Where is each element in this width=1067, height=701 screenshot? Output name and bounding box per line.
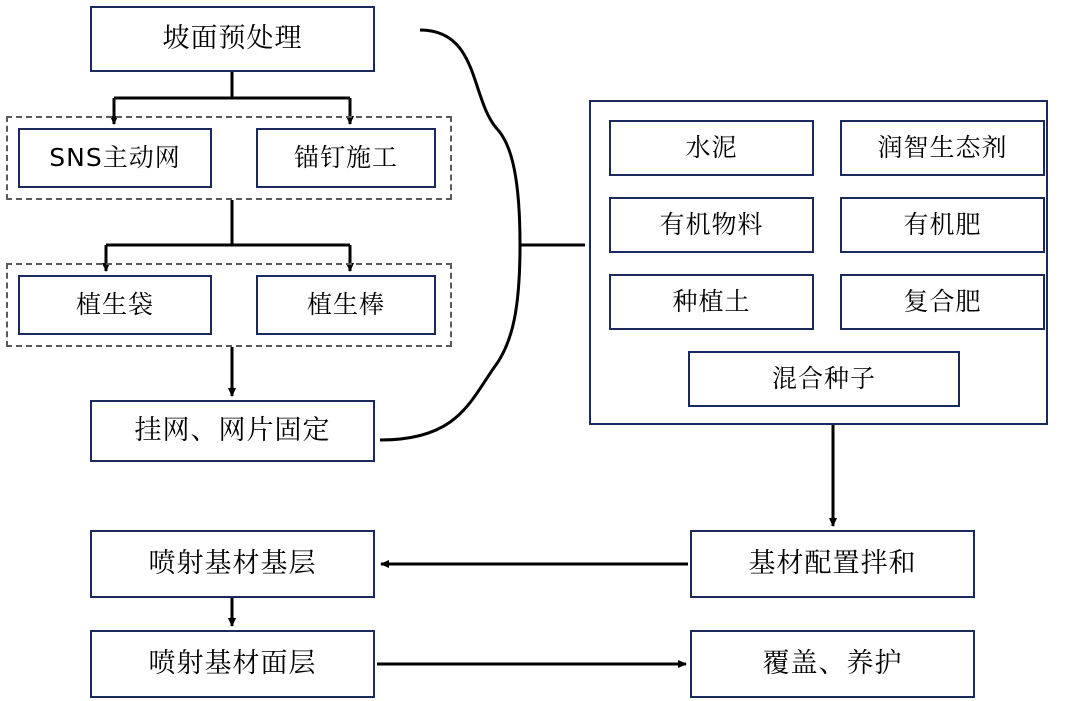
node-anchor-construction[interactable]: 锚钉施工 xyxy=(256,128,436,188)
material-mixed-seeds[interactable]: 混合种子 xyxy=(688,351,960,407)
node-spray-face-layer[interactable]: 喷射基材面层 xyxy=(90,630,375,698)
node-vegetation-stick[interactable]: 植生棒 xyxy=(256,275,436,335)
node-sns-active-net[interactable]: SNS主动网 xyxy=(18,128,212,188)
node-hang-net[interactable]: 挂网、网片固定 xyxy=(90,400,375,462)
node-cover-maintenance[interactable]: 覆盖、养护 xyxy=(690,630,975,698)
connector-anchor-split xyxy=(106,200,350,271)
node-pretreatment[interactable]: 坡面预处理 xyxy=(90,6,375,72)
material-planting-soil[interactable]: 种植土 xyxy=(609,274,814,330)
node-vegetation-bag[interactable]: 植生袋 xyxy=(18,275,212,335)
material-compound-fertilizer[interactable]: 复合肥 xyxy=(840,274,1045,330)
node-spray-base-layer[interactable]: 喷射基材基层 xyxy=(90,530,375,598)
connector-brace-to-materials xyxy=(380,30,585,440)
node-material-mixing[interactable]: 基材配置拌和 xyxy=(690,530,975,598)
material-organic-fertilizer[interactable]: 有机肥 xyxy=(840,197,1045,253)
material-cement[interactable]: 水泥 xyxy=(609,120,814,176)
material-organic-material[interactable]: 有机物料 xyxy=(609,197,814,253)
material-runzhi-eco-agent[interactable]: 润智生态剂 xyxy=(840,120,1045,176)
